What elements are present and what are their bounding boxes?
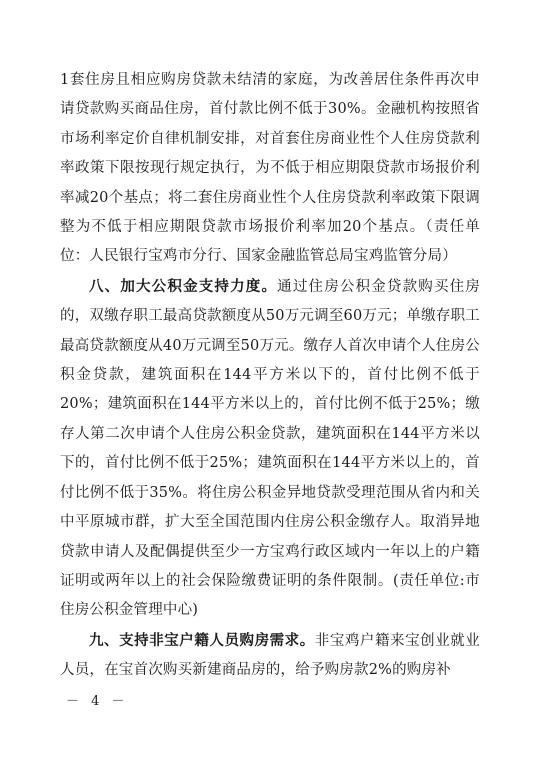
paragraph-text: 非宝鸡户籍来宝创业就业人员，在宝首次购买新建商品房的，给予购房款2%的购房补: [60, 632, 480, 679]
document-body: [60, 66, 480, 686]
paragraph-continued: [60, 66, 480, 272]
section-heading: 八、加大公积金支持力度。: [89, 277, 278, 295]
section-heading: 九、支持非宝户籍人员购房需求。: [89, 631, 315, 649]
page-number: － 4 －: [66, 694, 129, 709]
paragraph-text: 1套住房且相应购房贷款未结清的家庭，为改善居住条件再次申请贷款购买商品住房，首付款比例不低于30%。金融机构按照省市场利率定价自律机制安排，对首套住房商业性个人住房贷款利率政策下限按现行规定执行，为不低于相应期限贷款市场报价利率减20个基点；将二套住房商业性个人住房贷款利率政策下限调整为不低于相应期限贷款市场报价利率加20个基点。（责任单位：人民银行宝鸡市分行、国家金融监管总局宝鸡监管分局）: [60, 72, 480, 265]
paragraph-section-9: [60, 626, 480, 686]
paragraph-section-8: [60, 272, 480, 626]
paragraph-text: 通过住房公积金贷款购买住房的，双缴存职工最高贷款额度从50万元调至60万元；单缴存职工最高贷款额度从40万元调至50万元。缴存人首次申请个人住房公积金贷款，建筑面积在144平方米以下的，首付比例不低于20%；建筑面积在144平方米以上的，首付比例不低于25%；缴存人第二次申请个人住房公积金贷款，建筑面积在144平方米以下的，首付比例不低于25%；建筑面积在144平方米以上的，首付比例不低于35%。将住房公积金异地贷款受理范围从省内和关中平原城市群，扩大至全国范围内住房公积金缴存人。取消异地贷款申请人及配偶提供至少一方宝鸡行政区域内一年以上的户籍证明或两年以上的社会保险缴费证明的条件限制。(责任单位:市住房公积金管理中心): [60, 278, 480, 619]
